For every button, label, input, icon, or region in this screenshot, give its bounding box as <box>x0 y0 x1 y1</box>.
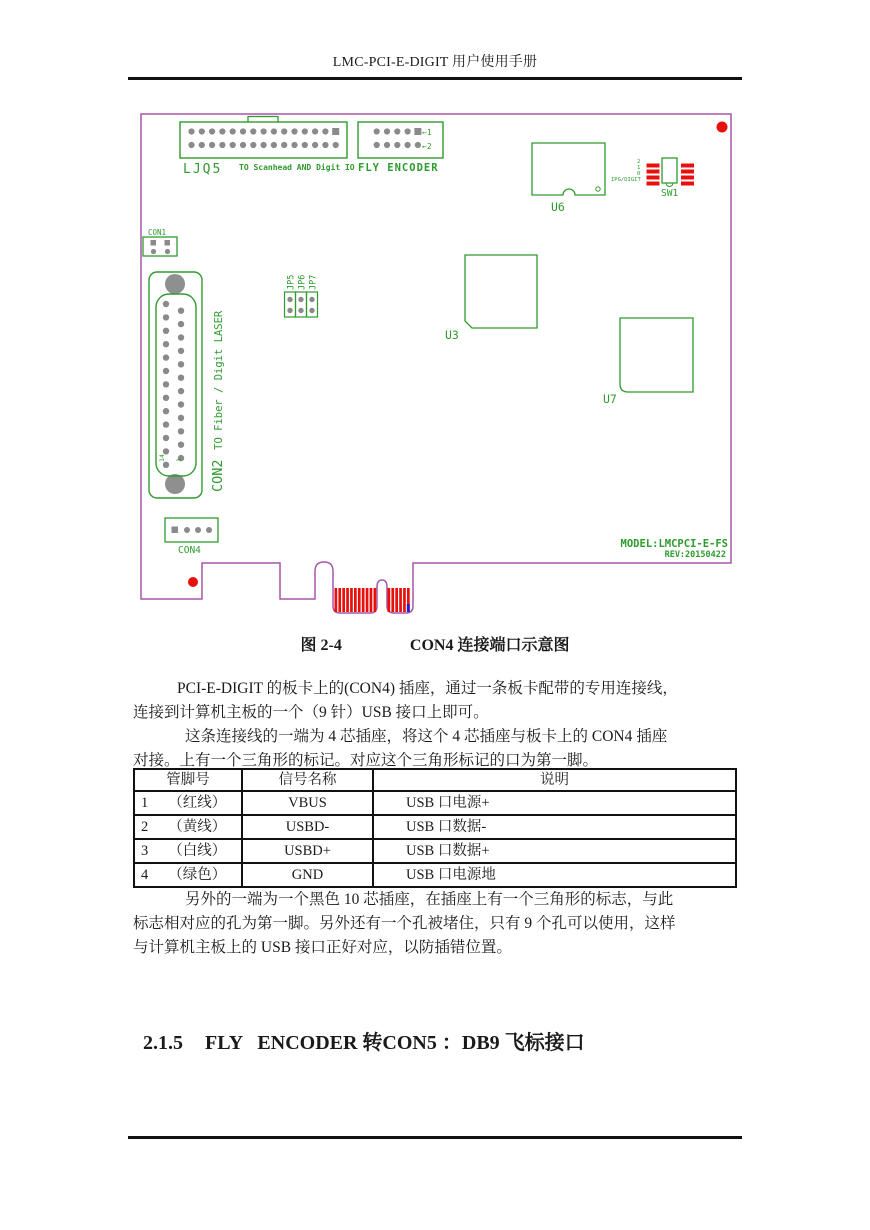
ljq5-pad <box>312 128 318 134</box>
u7-chip <box>620 318 693 392</box>
con2-connector-body <box>149 272 202 498</box>
gold-finger <box>395 588 398 612</box>
gold-finger <box>342 588 345 612</box>
table-row <box>134 791 736 815</box>
sw1-label: SW1 <box>661 188 679 199</box>
gold-finger <box>374 588 377 612</box>
pin-number: 1 <box>141 794 149 811</box>
con2-dshell <box>156 294 196 476</box>
con1-pad-dot <box>165 249 170 254</box>
figure-caption-text: CON4 连接端口示意图 <box>409 637 570 654</box>
con1-pad-square <box>151 240 157 246</box>
con2-pin <box>178 388 184 394</box>
ljq5-pad <box>188 142 194 148</box>
pin-number: 3 <box>141 842 149 859</box>
ljq5-pad <box>281 142 287 148</box>
ljq5-pad <box>302 128 308 134</box>
paragraph-line: PCI-E-DIGIT 的板卡上的(CON4) 插座，通过一条板卡配带的专用连接线， <box>177 680 678 697</box>
jumper-pin <box>309 297 314 302</box>
ljq5-pad <box>209 128 215 134</box>
con1-pad-dot <box>151 249 156 254</box>
sw1-pad <box>681 170 694 174</box>
con4-pad-dot <box>184 527 190 533</box>
sw1-switch <box>662 158 677 183</box>
fly-arrow-2: ←2 <box>422 142 432 151</box>
paragraph-line: 与计算机主板上的 USB 接口正好对应，以防插错位置。 <box>133 939 512 956</box>
cell-pin <box>134 791 242 815</box>
fly-pad <box>394 128 400 134</box>
con2-pin <box>178 348 184 354</box>
pcb-diagram <box>138 110 738 622</box>
con4-pad-square <box>172 527 179 534</box>
con2-pin <box>163 301 169 307</box>
u3-chip <box>465 255 537 328</box>
ljq5-pad <box>271 142 277 148</box>
table-row <box>134 815 736 839</box>
ljq5-connector <box>180 122 347 158</box>
jp5-label: JP5 <box>286 274 297 290</box>
pin-wire-color: （红线） <box>168 794 227 811</box>
section-title: FLY ENCODER 转CON5 ：DB9 飞标接口 <box>205 1032 585 1054</box>
ljq5-pad <box>322 142 328 148</box>
pin-wire-color: （白线） <box>168 842 227 859</box>
con1-connector <box>143 237 177 256</box>
ljq5-pad <box>240 142 246 148</box>
col-header-desc: 说明 <box>373 769 736 791</box>
con2-pin <box>178 321 184 327</box>
gold-finger <box>346 588 349 612</box>
ljq5-pad <box>199 128 205 134</box>
gold-finger <box>399 588 402 612</box>
ljq5-pad-square <box>332 128 339 135</box>
cell-pin <box>134 839 242 863</box>
con2-pin <box>163 421 169 427</box>
ljq5-pad <box>261 128 267 134</box>
table-row <box>134 863 736 887</box>
mounting-hole-bottom-left <box>188 577 198 587</box>
paragraph-3 <box>133 888 737 960</box>
con2-screw-hole-bottom <box>165 474 185 494</box>
rev-text: REV:20150422 <box>664 550 726 560</box>
con2-label: CON2 TO Fiber / Digit LASER <box>210 310 226 492</box>
header-rule <box>128 77 742 80</box>
fly-encoder-label: FLY ENCODER <box>358 162 439 174</box>
paragraph-line: 这条连接线的一端为 4 芯插座，将这个 4 芯插座与板卡上的 CON4 插座 <box>185 728 668 745</box>
edge-key-mark <box>407 604 410 612</box>
pin-wire-color: （绿色） <box>168 866 227 883</box>
pin-number: 2 <box>141 818 149 835</box>
gold-finger <box>388 588 391 612</box>
sw1-pad <box>647 182 660 186</box>
fly-arrow-1: ←1 <box>422 128 432 137</box>
jp7-block <box>307 292 318 317</box>
con4-pad-dot <box>206 527 212 533</box>
jumper-pin <box>287 297 292 302</box>
ljq5-pad <box>199 142 205 148</box>
edge-connector-pins-long <box>335 588 377 612</box>
gold-finger <box>362 588 365 612</box>
con2-pin <box>163 314 169 320</box>
con1-label: CON1 <box>148 228 167 237</box>
con2-pins-right <box>178 308 184 462</box>
section-heading <box>133 1003 585 1055</box>
ljq5-pad <box>230 128 236 134</box>
ljq5-pad <box>250 128 256 134</box>
ljq5-pad <box>261 142 267 148</box>
paragraph-2 <box>133 725 737 773</box>
con2-pin <box>178 334 184 340</box>
ljq5-label: LJQ5 <box>183 162 223 177</box>
sw1-pad <box>647 170 660 174</box>
jumper-pin <box>309 308 314 313</box>
table-header-row <box>134 769 736 791</box>
footer-rule <box>128 1136 742 1139</box>
col-header-signal: 信号名称 <box>242 769 373 791</box>
jp6-label: JP6 <box>297 274 308 290</box>
fly-pad <box>415 142 421 148</box>
con2-pin1-label: 1 <box>175 458 183 462</box>
u6-pin1-mark <box>596 187 600 191</box>
con2-pin <box>163 368 169 374</box>
sw1-pad <box>681 164 694 168</box>
con2-pin <box>163 328 169 334</box>
ljq5-pad <box>230 142 236 148</box>
con2-pin <box>178 308 184 314</box>
section-number: 2.1.5 <box>143 1032 183 1054</box>
cell-signal: GND <box>242 863 373 887</box>
ljq5-pad <box>271 128 277 134</box>
ljq5-pad <box>219 128 225 134</box>
con2-pin <box>163 354 169 360</box>
con2-pin <box>178 415 184 421</box>
con2-pin <box>178 361 184 367</box>
gold-finger <box>391 588 394 612</box>
jumper-pin <box>287 308 292 313</box>
paragraph-line: 对接。上有一个三角形的标记。对应这个三角形标记的口为第一脚。 <box>133 752 599 769</box>
con1-pad-square <box>165 240 171 246</box>
ljq5-pad <box>188 128 194 134</box>
ljq5-pad <box>291 128 297 134</box>
doc-header-title: LMC-PCI-E-DIGIT 用户使用手册 <box>332 55 538 70</box>
fly-pad-square <box>414 128 421 135</box>
fly-pad <box>374 128 380 134</box>
sw1-pads-right <box>681 164 694 186</box>
paragraph-line: 另外的一端为一个黑色 10 芯插座，在插座上有一个三角形的标志，与此 <box>185 891 674 908</box>
cell-desc: USB 口数据+ <box>373 839 736 863</box>
gold-finger <box>403 588 406 612</box>
con2-pin <box>163 381 169 387</box>
fly-pad <box>384 142 390 148</box>
con4-label: CON4 <box>178 545 201 556</box>
col-header-pin: 管脚号 <box>134 769 242 791</box>
pin-number: 4 <box>141 866 149 883</box>
gold-finger <box>370 588 373 612</box>
ljq5-pad <box>281 128 287 134</box>
jumper-pin <box>298 297 303 302</box>
paragraph-1 <box>133 677 737 725</box>
ljq5-pad <box>250 142 256 148</box>
gold-finger <box>350 588 353 612</box>
sw1-pads-left <box>647 164 660 186</box>
ljq5-desc-label: TO Scanhead AND Digit IO <box>239 163 355 172</box>
pin-signal-table <box>133 768 737 888</box>
con2-pin <box>163 408 169 414</box>
cell-desc: USB 口电源地 <box>373 863 736 887</box>
con2-pins-left <box>163 301 169 468</box>
con2-pin <box>178 375 184 381</box>
ljq5-pad <box>291 142 297 148</box>
fly-pad <box>394 142 400 148</box>
sw1-ipg-digit-label: IPG/DIGIT <box>611 177 641 183</box>
jp5-block <box>285 292 296 317</box>
jumper-pin-dots <box>287 297 314 313</box>
ljq5-pad <box>322 128 328 134</box>
gold-finger <box>366 588 369 612</box>
sw1-pad <box>681 176 694 180</box>
figure-caption <box>0 632 870 655</box>
con2-pin <box>163 341 169 347</box>
sw1-digit-0: 0 <box>637 171 641 177</box>
ljq5-pad <box>209 142 215 148</box>
cell-desc: USB 口数据- <box>373 815 736 839</box>
mounting-hole-top-right <box>717 122 728 133</box>
ljq5-pad <box>240 128 246 134</box>
ljq5-pad <box>333 142 339 148</box>
jumper-pin <box>298 308 303 313</box>
jp6-block <box>296 292 307 317</box>
sw1-pad <box>681 182 694 186</box>
model-text: MODEL:LMCPCI-E-FS <box>620 538 728 550</box>
con2-pin <box>163 435 169 441</box>
con2-screw-hole-top <box>165 274 185 294</box>
figure-caption-number: 图 2-4 <box>300 637 342 654</box>
table-row <box>134 839 736 863</box>
gold-finger <box>358 588 361 612</box>
fly-pad <box>405 128 411 134</box>
sw1-pad <box>647 176 660 180</box>
cell-signal: VBUS <box>242 791 373 815</box>
fly-pad <box>405 142 411 148</box>
fly-pad <box>374 142 380 148</box>
con2-pin <box>178 401 184 407</box>
cell-signal: USBD- <box>242 815 373 839</box>
con2-pin14-label: 14 <box>158 454 166 462</box>
con2-pin <box>178 442 184 448</box>
jp7-label: JP7 <box>308 274 319 290</box>
gold-finger <box>354 588 357 612</box>
paragraph-line: 标志相对应的孔为第一脚。另外还有一个孔被堵住，只有 9 个孔可以使用，这样 <box>133 915 676 932</box>
sw1-digit-2: 2 <box>637 159 641 165</box>
ljq5-pad <box>219 142 225 148</box>
u3-label: U3 <box>445 328 459 342</box>
u7-label: U7 <box>603 392 617 406</box>
fly-pad <box>384 128 390 134</box>
con2-pin <box>163 448 169 454</box>
gold-finger <box>335 588 338 612</box>
gold-finger <box>338 588 341 612</box>
con2-pin <box>178 428 184 434</box>
con2-pin <box>163 395 169 401</box>
cell-desc: USB 口电源+ <box>373 791 736 815</box>
ljq5-pad <box>302 142 308 148</box>
u6-chip <box>532 143 605 195</box>
edge-connector-pins-short <box>388 588 410 612</box>
cell-pin <box>134 815 242 839</box>
paragraph-line: 连接到计算机主板的一个（9 针）USB 接口上即可。 <box>133 704 489 721</box>
sw1-digit-1: 1 <box>637 165 641 171</box>
cell-pin <box>134 863 242 887</box>
con4-pad-dot <box>195 527 201 533</box>
pin-wire-color: （黄线） <box>168 818 227 835</box>
ljq5-pad <box>312 142 318 148</box>
cell-signal: USBD+ <box>242 839 373 863</box>
sw1-pad <box>647 164 660 168</box>
u6-label: U6 <box>551 200 565 214</box>
